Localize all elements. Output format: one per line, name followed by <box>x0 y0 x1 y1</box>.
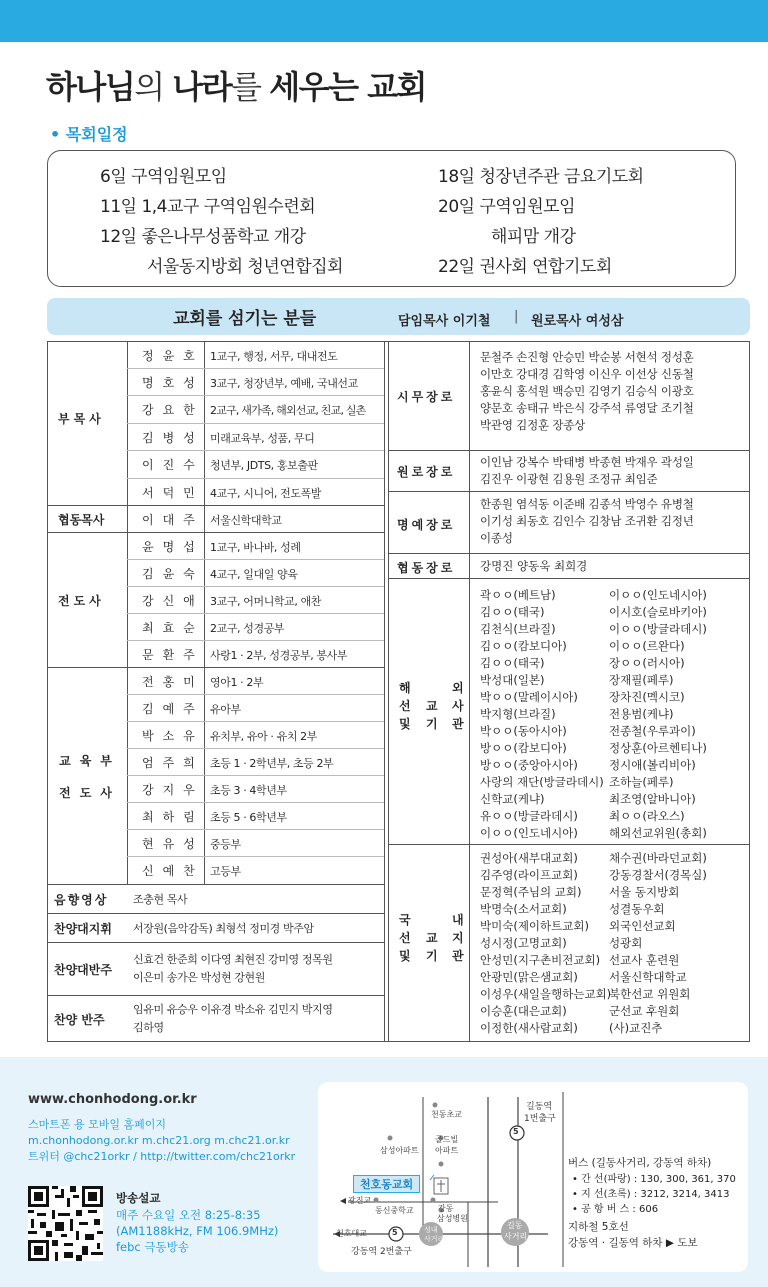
mission-label-char: 해 <box>399 681 411 695</box>
elder-line: 박관영 김정훈 장종상 <box>480 418 586 432</box>
map-label: 강동 <box>438 1204 454 1213</box>
mission-item: 박성대(일본) <box>480 673 545 687</box>
bus-line: • 지 선(초록) : 3212, 3214, 3413 <box>572 1189 730 1200</box>
row-line <box>127 802 384 803</box>
mission-label-char: 및 <box>399 949 411 963</box>
elder-line: 이만호 강대경 김학영 이신우 이선상 신동철 <box>480 367 694 381</box>
mission-item: 유ㅇㅇ(방글라데시) <box>480 809 578 823</box>
elder-line: 이종성 <box>480 531 513 545</box>
schedule-item: 해피맘 개강 <box>491 227 576 247</box>
staff-header-title: 교회를 섬기는 분들 <box>173 309 317 329</box>
mission-item: 강동경찰서(경목실) <box>609 868 707 882</box>
staff-name: 현유성 <box>142 837 204 851</box>
website-link[interactable]: www.chonhodong.or.kr <box>28 1092 197 1107</box>
subway-desc: 강동역 · 길동역 하차 ▶ 도보 <box>568 1237 698 1249</box>
mission-item: 장ㅇㅇ(러시아) <box>609 656 685 670</box>
map-label: 천동초교 <box>431 1110 462 1119</box>
row-line <box>127 368 384 369</box>
mission-item: 이ㅇㅇ(르완다) <box>609 639 685 653</box>
staff-name: 이대주 <box>142 513 204 527</box>
row-border <box>47 884 384 885</box>
row-line <box>127 694 384 695</box>
location-map <box>318 1082 748 1272</box>
staff-name: 윤명섭 <box>142 540 204 554</box>
mission-item: 최조영(알바니아) <box>609 792 696 806</box>
group-label: 교육부 전도사 <box>59 754 121 800</box>
mission-item: 성광회 <box>609 936 643 950</box>
elder-line: 양문호 송태규 박은식 강주석 류영달 조기철 <box>480 401 694 415</box>
domestic-right <box>609 850 707 1037</box>
row-line <box>127 640 384 641</box>
title-part: 의 <box>134 68 173 106</box>
table-top-border <box>47 341 750 342</box>
mission-item: 방ㅇㅇ(중앙아시아) <box>480 758 578 772</box>
mission-label-char: 외 <box>452 681 464 695</box>
map-label: 골드빌 <box>435 1135 459 1144</box>
elder-line: 이기성 최동호 김인수 김창남 조귀환 김정년 <box>480 514 694 528</box>
staff-name: 최효순 <box>142 621 204 635</box>
staff-role: 4교구, 일대일 양육 <box>210 568 298 581</box>
schedule-item: 18일 청장년주관 금요기도회 <box>438 167 644 187</box>
staff-role: 3교구, 어머니학교, 애찬 <box>210 595 322 608</box>
elder-line: 이인남 강복수 박태병 박종현 박재우 곽성일 <box>480 455 694 469</box>
exit-number: 5 <box>392 1228 398 1237</box>
map-label: 아파트 <box>435 1146 459 1155</box>
staff-role: 영아1 · 2부 <box>210 676 264 689</box>
mission-item: 전용범(케냐) <box>609 707 674 721</box>
staff-role: 중등부 <box>210 838 241 851</box>
row-line <box>127 478 384 479</box>
mission-label-char: 및 <box>399 717 411 731</box>
overseas-right <box>609 587 707 842</box>
row-line <box>127 829 384 830</box>
row-border <box>388 553 749 554</box>
mission-item: 김천식(브라질) <box>480 622 556 636</box>
schedule-item: 20일 구역임원모임 <box>438 197 575 217</box>
mission-item: 전종철(우루과이) <box>609 724 696 738</box>
row-border <box>47 667 384 668</box>
map-label: 삼성병원 <box>437 1214 468 1223</box>
title-part: 하나님 <box>46 68 135 106</box>
mission-item: 김주영(라이프교회) <box>480 868 578 882</box>
mission-item: 선교사 훈련원 <box>609 953 680 967</box>
mission-item: 이정한(새사람교회) <box>480 1021 578 1035</box>
schedule-item: 11일 1,4교구 구역임원수련회 <box>100 197 316 217</box>
mission-item: 성결동우회 <box>609 902 665 916</box>
staff-role: 미래교육부, 성품, 무디 <box>210 432 315 445</box>
mission-label-char: 관 <box>452 717 464 731</box>
mobile-label: 스마트폰 용 모바일 홈페이지 <box>28 1118 167 1131</box>
row-line <box>127 748 384 749</box>
staff-name: 김윤숙 <box>142 567 204 581</box>
qr-code-icon <box>28 1186 103 1261</box>
staff-role: 서울신학대학교 <box>210 514 282 527</box>
mission-item: 박ㅇㅇ(동아시아) <box>480 724 567 738</box>
staff-role: 1교구, 행정, 서무, 대내전도 <box>210 350 338 363</box>
staff-role: 2교구, 성경공부 <box>210 622 285 635</box>
row-border <box>388 491 749 492</box>
staff-name: 최하림 <box>142 810 204 824</box>
subway-title: 지하철 5호선 <box>568 1221 629 1233</box>
mission-item: 장차진(멕시코) <box>609 690 685 704</box>
row-line <box>127 559 384 560</box>
mission-item: 채수권(바라던교회) <box>609 851 707 865</box>
row-border <box>388 578 749 579</box>
title-part: 나라 <box>172 68 232 106</box>
honorary-elder-names <box>480 496 694 547</box>
staff-name: 김예주 <box>142 702 204 716</box>
schedule-item: 22일 권사회 연합기도회 <box>438 257 612 277</box>
mission-item: 안성민(지구촌비전교회) <box>480 953 601 967</box>
mobile-urls[interactable]: m.chonhodong.or.kr m.chc21.org m.chc21.or.kr <box>28 1134 290 1147</box>
elder-label: 협동장로 <box>397 561 456 575</box>
group-label: 찬양대반주 <box>54 963 112 977</box>
table-right-border <box>749 341 750 1041</box>
mission-item: 외국인선교회 <box>609 919 676 933</box>
exit-number: 5 <box>513 1127 519 1136</box>
mission-label-char: 교 <box>426 931 438 945</box>
group-label: 협동목사 <box>58 513 105 527</box>
music-staff: 임유미 유승우 이유경 박소유 김민지 박지영 <box>133 1003 333 1016</box>
map-label: 천호대교 <box>336 1229 367 1238</box>
mission-label-char: 내 <box>452 913 464 927</box>
row-line <box>127 450 384 451</box>
church-marker: 천호동교회 <box>353 1175 420 1193</box>
emeritus-pastor: 원로목사 여성삼 <box>531 314 624 329</box>
mission-item: 서울신학대학교 <box>609 970 687 984</box>
mission-item: 이시호(슬로바키아) <box>609 605 707 619</box>
mission-item: 박ㅇㅇ(말레이시아) <box>480 690 578 704</box>
elder-line: 홍윤식 홍석원 백승민 김영기 김승식 이광호 <box>480 384 694 398</box>
mission-label-char: 국 <box>399 913 411 927</box>
staff-name: 김병성 <box>142 431 204 445</box>
mission-label-char: 기 <box>426 717 438 731</box>
staff-role: 4교구, 시니어, 전도폭발 <box>210 487 322 500</box>
mission-label-char: 선 <box>399 699 411 713</box>
music-staff: 이은미 송가은 박성현 강현원 <box>133 971 266 984</box>
mission-item: 북한선교 위원회 <box>609 987 691 1001</box>
schedule-heading: • 목회일정 <box>50 125 128 144</box>
mission-item: 박지형(브라질) <box>480 707 556 721</box>
mission-item: 안광민(맑은샘교회) <box>480 970 578 984</box>
row-border <box>47 913 384 914</box>
staff-name: 엄주희 <box>142 756 204 770</box>
bus-title: 버스 (길동사거리, 강동역 하차) <box>568 1157 712 1169</box>
map-label: 성내 <box>424 1226 438 1234</box>
col-divider <box>384 341 385 1041</box>
mission-item: 조하늘(페루) <box>609 775 674 789</box>
mission-item: 김ㅇㅇ(태국) <box>480 656 545 670</box>
domestic-left <box>480 850 611 1037</box>
staff-name: 강신애 <box>142 594 204 608</box>
mission-label-char: 교 <box>426 699 438 713</box>
map-label: 삼성아파트 <box>380 1146 419 1155</box>
row-line <box>127 613 384 614</box>
row-line <box>127 775 384 776</box>
map-label: 강동역 2번출구 <box>351 1247 412 1257</box>
staff-role: 청년부, JDTS, 홍보출판 <box>210 459 318 472</box>
mission-item: 문정혁(주님의 교회) <box>480 885 582 899</box>
map-label: 길동역 <box>526 1102 553 1112</box>
staff-role: 고등부 <box>210 865 241 878</box>
music-staff: 조충현 목사 <box>133 893 188 906</box>
bus-line: • 간 선(파랑) : 130, 300, 361, 370 <box>572 1174 736 1185</box>
elder-label: 원로장로 <box>397 465 456 479</box>
col-divider <box>388 341 389 1041</box>
mission-item: 정상훈(아르헨티나) <box>609 741 707 755</box>
top-accent-bar <box>0 0 768 42</box>
twitter-link[interactable]: 트위터 @chc21orkr / http://twitter.com/chc21orkr <box>28 1150 296 1163</box>
map-label: 1번출구 <box>524 1114 556 1124</box>
group-label: 찬양 반주 <box>54 1013 105 1027</box>
staff-name: 문환주 <box>142 648 204 662</box>
music-staff: 신효건 한준희 이다영 최현진 강미영 정목원 <box>133 953 333 966</box>
staff-name: 박소유 <box>142 729 204 743</box>
map-label: 사거리 <box>424 1235 445 1243</box>
title-part: 를 <box>231 68 270 106</box>
elder-line: 한종원 염석동 이준배 김종석 박영수 유병철 <box>480 497 694 511</box>
row-line <box>127 721 384 722</box>
staff-name: 정윤호 <box>142 349 204 363</box>
table-bottom-border <box>47 1041 750 1042</box>
mission-item: 신학교(케냐) <box>480 792 545 806</box>
staff-role: 사랑1 · 2부, 성경공부, 봉사부 <box>210 649 348 662</box>
mission-item: 박명숙(소서교회) <box>480 902 567 916</box>
group-label: 음향영상 <box>54 893 109 907</box>
mission-item: 곽ㅇㅇ(베트남) <box>480 588 556 602</box>
mission-item: 이성우(새일을행하는교회) <box>480 987 612 1001</box>
mission-item: 이ㅇㅇ(방글라데시) <box>609 622 707 636</box>
staff-name: 신예찬 <box>142 864 204 878</box>
map-label: 광진교 <box>348 1196 372 1205</box>
mission-item: 박미숙(제이하트교회) <box>480 919 589 933</box>
staff-name: 강요한 <box>142 403 204 417</box>
table-left-border <box>47 341 48 1041</box>
mission-item: (사)교진추 <box>609 1021 663 1035</box>
row-border <box>47 942 384 943</box>
mission-item: 이ㅇㅇ(인도네시아) <box>609 588 707 602</box>
cooperating-elder-names: 강명진 양동욱 최희경 <box>480 559 588 573</box>
mission-item: 이ㅇㅇ(인도네시아) <box>480 826 578 840</box>
staff-role: 유아부 <box>210 703 241 716</box>
group-label: 찬양대지휘 <box>54 922 112 936</box>
mission-label-char: 지 <box>452 931 464 945</box>
mission-label-char: 기 <box>426 949 438 963</box>
mission-item: 장재필(페루) <box>609 673 674 687</box>
page-title <box>46 62 426 108</box>
elder-label: 시무장로 <box>397 390 456 404</box>
mission-item: 김ㅇㅇ(태국) <box>480 605 545 619</box>
map-label: 길동 <box>507 1221 523 1230</box>
map-label: 사거리 <box>504 1232 528 1241</box>
mission-item: 해외선교위원(총회) <box>609 826 707 840</box>
mission-item: 사랑의 재단(방글라데시) <box>480 775 604 789</box>
staff-role: 2교구, 새가족, 해외선교, 친교, 실촌 <box>210 404 366 417</box>
mission-item: 성시정(고명교회) <box>480 936 567 950</box>
staff-role: 유치부, 유아 · 유치 2부 <box>210 730 317 743</box>
staff-name: 서덕민 <box>142 486 204 500</box>
staff-role: 3교구, 청장년부, 예배, 국내선교 <box>210 377 358 390</box>
group-label: 부목사 <box>58 412 105 426</box>
broadcast-station: febc 극동방송 <box>116 1240 189 1254</box>
broadcast-title: 방송설교 <box>116 1191 161 1205</box>
music-staff: 김하영 <box>133 1021 164 1034</box>
mission-item: 최ㅇㅇ(라오스) <box>609 809 685 823</box>
staff-role: 초등 3 · 4학년부 <box>210 784 287 797</box>
staff-name: 명호성 <box>142 376 204 390</box>
overseas-left <box>480 587 604 842</box>
broadcast-time: 매주 수요일 오전 8:25-8:35 <box>116 1208 261 1222</box>
row-line <box>127 423 384 424</box>
elder-label: 명예장로 <box>397 518 456 532</box>
row-line <box>127 395 384 396</box>
elder-line: 김진우 이광현 김용원 조정규 최임준 <box>480 472 658 486</box>
elder-line: 문철주 손진형 안승민 박순봉 서현석 정성훈 <box>480 350 694 364</box>
mission-item: 정시애(볼리비아) <box>609 758 696 772</box>
retired-elder-names <box>480 454 694 488</box>
row-line <box>127 856 384 857</box>
broadcast-frequency: (AM1188kHz, FM 106.9MHz) <box>116 1224 279 1238</box>
header-divider: | <box>514 309 519 324</box>
staff-role: 초등 5 · 6학년부 <box>210 811 287 824</box>
mission-label-char: 선 <box>399 931 411 945</box>
mission-item: 김ㅇㅇ(캄보디아) <box>480 639 567 653</box>
mission-label-char: 관 <box>452 949 464 963</box>
schedule-item: 서울동지방회 청년연합집회 <box>147 257 343 277</box>
schedule-item: 6일 구역임원모임 <box>100 167 227 187</box>
row-border <box>388 450 749 451</box>
group-label: 전도사 <box>58 594 105 608</box>
schedule-item: 12일 좋은나무성품학교 개강 <box>100 227 306 247</box>
mission-item: 이승훈(대은교회) <box>480 1004 567 1018</box>
elder-names <box>480 349 694 434</box>
staff-role: 초등 1 · 2학년부, 초등 2부 <box>210 757 334 770</box>
mission-item: 권성아(새부대교회) <box>480 851 578 865</box>
staff-role: 1교구, 바나바, 성례 <box>210 541 301 554</box>
mission-label-char: 사 <box>452 699 464 713</box>
staff-name: 이진수 <box>142 458 204 472</box>
row-border <box>388 844 749 845</box>
map-label: 동신중학교 <box>375 1206 414 1215</box>
title-part: 세우는 교회 <box>269 68 426 106</box>
bus-line: • 공 항 버 스 : 606 <box>572 1204 659 1215</box>
row-border <box>47 505 384 506</box>
col-divider <box>469 341 470 1041</box>
mission-item: 서울 동지방회 <box>609 885 680 899</box>
staff-name: 강지우 <box>142 783 204 797</box>
mission-item: 군선교 후원회 <box>609 1004 680 1018</box>
music-staff: 서장원(음악감독) 최형석 정미경 박주암 <box>133 922 314 935</box>
senior-pastor: 담임목사 이기철 <box>398 314 491 329</box>
row-line <box>127 586 384 587</box>
row-border <box>47 995 384 996</box>
staff-name: 전홍미 <box>142 675 204 689</box>
row-border <box>47 532 384 533</box>
mission-item: 방ㅇㅇ(캄보디아) <box>480 741 567 755</box>
